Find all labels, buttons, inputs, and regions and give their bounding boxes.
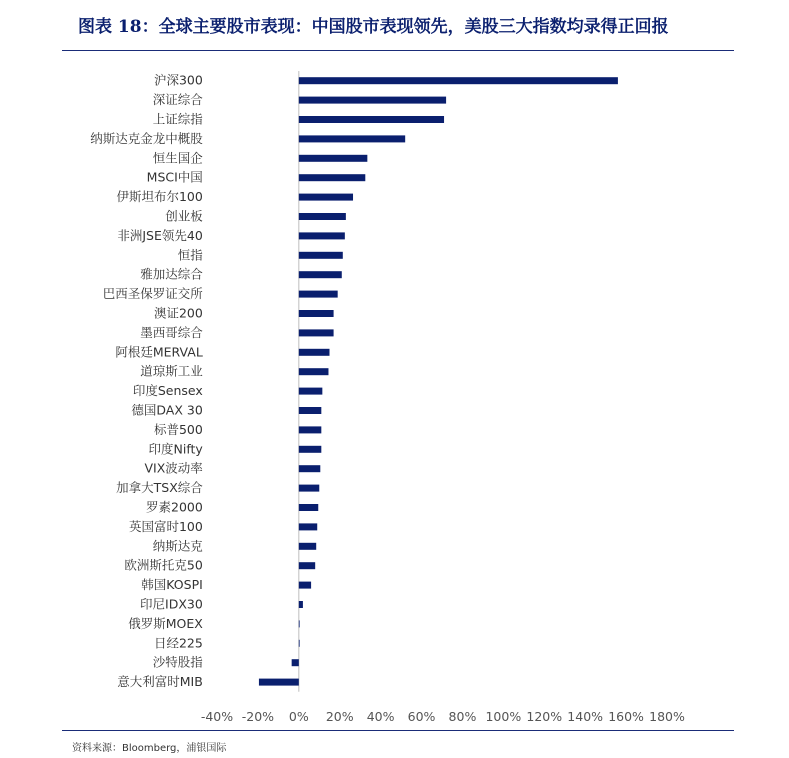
bar: [299, 116, 444, 123]
category-label: 深证综合: [152, 92, 203, 108]
x-tick-label: 120%: [526, 708, 563, 724]
x-tick-label: 20%: [325, 708, 354, 724]
bar: [299, 446, 322, 453]
bar: [299, 388, 323, 395]
bar: [299, 174, 365, 181]
x-tick-label: 80%: [448, 708, 477, 724]
category-label: 沙特股指: [152, 654, 203, 670]
chart-title: 图表 18：全球主要股市表现：中国股市表现领先，美股三大指数均录得正回报: [78, 17, 669, 37]
x-tick-label: 0%: [288, 708, 309, 724]
bar: [299, 601, 303, 608]
bar: [299, 368, 329, 375]
category-label: 道琼斯工业: [140, 363, 203, 379]
category-label: 沪深300: [153, 72, 203, 88]
bar: [259, 679, 299, 686]
category-label: 恒指: [177, 247, 203, 263]
bar: [299, 135, 405, 142]
bar: [299, 291, 338, 298]
bar: [299, 426, 322, 433]
category-label: 创业板: [165, 208, 203, 224]
bar: [299, 620, 300, 627]
bar: [299, 271, 342, 278]
category-label: 罗素2000: [146, 499, 203, 515]
x-tick-label: -20%: [241, 708, 275, 724]
x-tick-label: 180%: [649, 708, 685, 724]
bar: [299, 582, 311, 589]
category-label: 恒生国企: [152, 150, 203, 166]
category-label: 纳斯达克金龙中概股: [90, 130, 203, 146]
bottom-divider: [62, 730, 734, 731]
bar: [299, 310, 334, 317]
bar: [299, 252, 343, 259]
bar: [299, 329, 334, 336]
bar: [299, 465, 320, 472]
category-label: 墨西哥综合: [140, 324, 203, 340]
bar: [299, 407, 322, 414]
bar: [299, 543, 316, 550]
bar: [299, 349, 330, 356]
x-tick-label: 100%: [485, 708, 522, 724]
bar: [299, 155, 368, 162]
category-label: 印度Sensex: [132, 383, 203, 399]
x-tick-label: 40%: [366, 708, 395, 724]
x-tick-label: 160%: [608, 708, 644, 724]
category-label: 印尼IDX30: [140, 596, 203, 612]
category-label: 印度Nifty: [148, 441, 203, 457]
bar: [299, 504, 318, 511]
category-label: 阿根廷MERVAL: [115, 344, 203, 360]
category-label: 巴西圣保罗证交所: [102, 286, 203, 302]
category-label: 雅加达综合: [140, 266, 203, 282]
bar: [299, 77, 618, 84]
category-label: 韩国KOSPI: [141, 577, 203, 593]
bar: [292, 659, 299, 666]
category-label: 欧洲斯托克50: [124, 557, 203, 573]
category-label: 伊斯坦布尔100: [116, 189, 203, 205]
category-label: 德国DAX 30: [131, 402, 203, 418]
bar: [299, 562, 315, 569]
bar: [299, 640, 300, 647]
x-tick-label: -40%: [200, 708, 234, 724]
x-tick-label: 140%: [567, 708, 604, 724]
category-label: 非洲JSE领先40: [117, 227, 203, 243]
category-label: VIX波动率: [144, 460, 203, 476]
bar: [299, 213, 346, 220]
bar: [299, 523, 317, 530]
category-label: 上证综指: [152, 111, 203, 127]
bar: [299, 97, 446, 104]
category-label: 纳斯达克: [152, 538, 203, 554]
category-label: 标普500: [153, 421, 203, 437]
category-label: 英国富时100: [128, 518, 203, 534]
category-label: 澳证200: [153, 305, 203, 321]
bar: [299, 232, 345, 239]
source-note: 资料来源：Bloomberg，浦银国际: [72, 743, 227, 754]
bar: [299, 194, 353, 201]
category-label: 意大利富时MIB: [117, 674, 203, 690]
x-tick-label: 60%: [407, 708, 436, 724]
category-label: MSCI中国: [146, 169, 203, 185]
bar: [299, 485, 319, 492]
category-label: 俄罗斯MOEX: [128, 615, 203, 631]
category-label: 日经225: [153, 635, 203, 651]
category-label: 加拿大TSX综合: [116, 480, 203, 496]
